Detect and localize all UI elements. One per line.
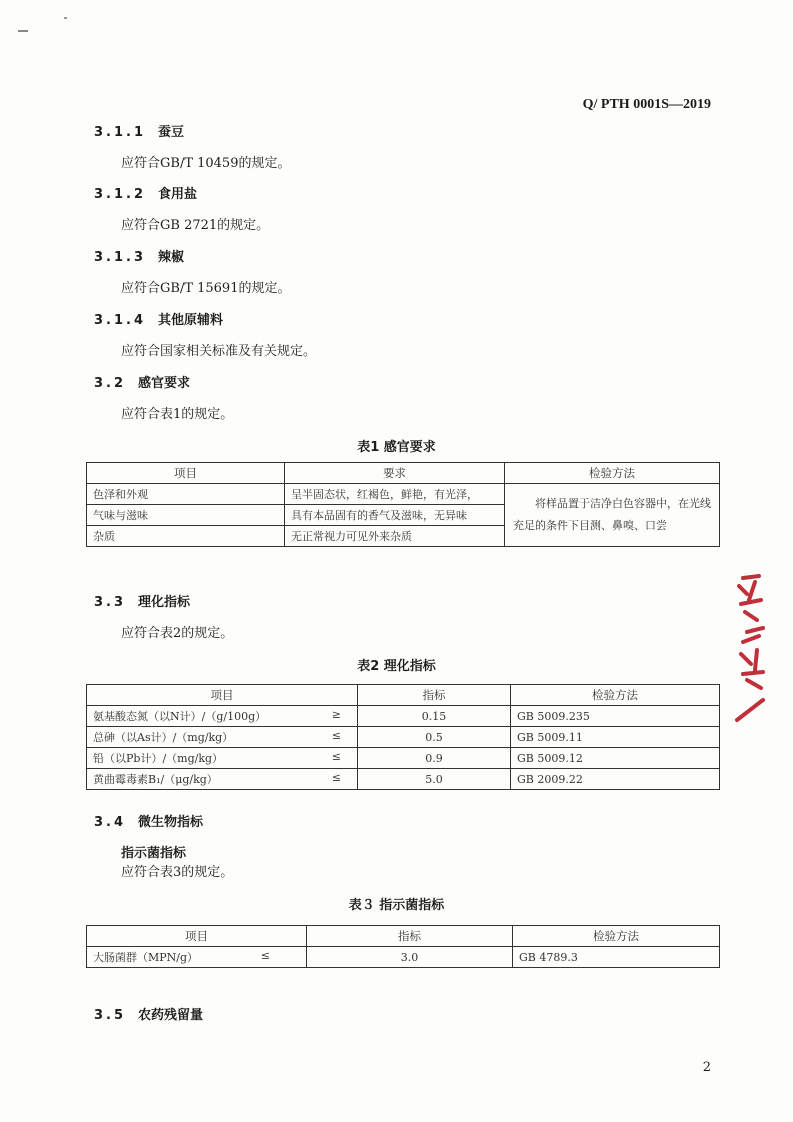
column-header: 检验方法 (513, 926, 720, 947)
section-text: 应符合表1的规定。 (121, 407, 234, 422)
table-cell: 杂质 (87, 526, 285, 547)
section-heading: 3.5 农药残留量 (94, 1008, 204, 1023)
section-heading: 3.4 微生物指标 (94, 815, 204, 830)
table-cell: 黄曲霉毒素B₁/（μg/kg） ≤ (87, 769, 358, 790)
column-header: 指标 (307, 926, 513, 947)
table-cell: 呈半固态状，红褐色，鲜艳，有光泽， (285, 484, 505, 505)
table-cell: 大肠菌群（MPN/g） ≤ (87, 947, 307, 968)
indicator-bacteria-table (86, 925, 720, 968)
table-cell: GB 2009.22 (511, 769, 720, 790)
column-header: 项目 (87, 926, 307, 947)
section-heading: 3.1.3 辣椒 (94, 250, 185, 265)
standard-number: Q/ PTH 0001S—2019 (582, 97, 711, 112)
section-text: 应符合表3的规定。 (121, 865, 234, 880)
table-caption: 表1 感官要求 (357, 440, 436, 455)
table-cell: 0.5 (358, 727, 511, 748)
table-cell: 氨基酸态氮（以N计）/（g/100g） ≥ (87, 706, 358, 727)
table-row (87, 769, 720, 790)
column-header: 检验方法 (511, 685, 720, 706)
table-row (87, 484, 720, 505)
table-cell: 0.15 (358, 706, 511, 727)
table-cell: 3.0 (307, 947, 513, 968)
method-cell: 将样品置于洁净白色容器中，在光线充足的条件下目测、鼻嗅、口尝 (505, 484, 720, 547)
table-cell: 气味与滋味 (87, 505, 285, 526)
column-header: 要求 (285, 463, 505, 484)
table-cell: GB 5009.12 (511, 748, 720, 769)
table-caption: 表2 理化指标 (357, 659, 436, 674)
sensory-table (86, 462, 720, 547)
table-cell: 铅（以Pb计）/（mg/kg） ≤ (87, 748, 358, 769)
column-header: 项目 (87, 463, 285, 484)
table-row (87, 947, 720, 968)
section-text: 应符合国家相关标准及有关规定。 (121, 344, 317, 359)
section-text: 应符合GB 2721的规定。 (121, 218, 270, 233)
column-header: 项目 (87, 685, 358, 706)
table-header-row (87, 463, 720, 484)
table-cell: 总砷（以As计）/（mg/kg） ≤ (87, 727, 358, 748)
table-cell: 无正常视力可见外来杂质 (285, 526, 505, 547)
table-row (87, 748, 720, 769)
section-heading: 3.2 感官要求 (94, 376, 191, 391)
column-header: 检验方法 (505, 463, 720, 484)
table-cell: GB 4789.3 (513, 947, 720, 968)
section-heading: 3.1.1 蚕豆 (94, 125, 185, 140)
table-cell: GB 5009.11 (511, 727, 720, 748)
table-caption: 表３ 指示菌指标 (348, 898, 445, 913)
physicochemical-table (86, 684, 720, 790)
table-cell: 色泽和外观 (87, 484, 285, 505)
section-text: 应符合GB/T 15691的规定。 (121, 281, 291, 296)
seal-stamp (729, 570, 769, 735)
section-heading: 3.1.4 其他原辅料 (94, 313, 224, 328)
table-cell: 5.0 (358, 769, 511, 790)
column-header: 指标 (358, 685, 511, 706)
scan-mark (64, 17, 67, 19)
table-header-row (87, 926, 720, 947)
scan-mark (18, 30, 28, 32)
subsection-heading: 指示菌指标 (121, 846, 187, 861)
table-header-row (87, 685, 720, 706)
table-cell: GB 5009.235 (511, 706, 720, 727)
page-number: 2 (702, 1060, 711, 1075)
section-text: 应符合表2的规定。 (121, 626, 234, 641)
section-text: 应符合GB/T 10459的规定。 (121, 156, 291, 171)
section-heading: 3.1.2 食用盐 (94, 187, 198, 202)
table-cell: 0.9 (358, 748, 511, 769)
table-cell: 具有本品固有的香气及滋味，无异味 (285, 505, 505, 526)
table-row (87, 727, 720, 748)
section-heading: 3.3 理化指标 (94, 595, 191, 610)
table-row (87, 706, 720, 727)
